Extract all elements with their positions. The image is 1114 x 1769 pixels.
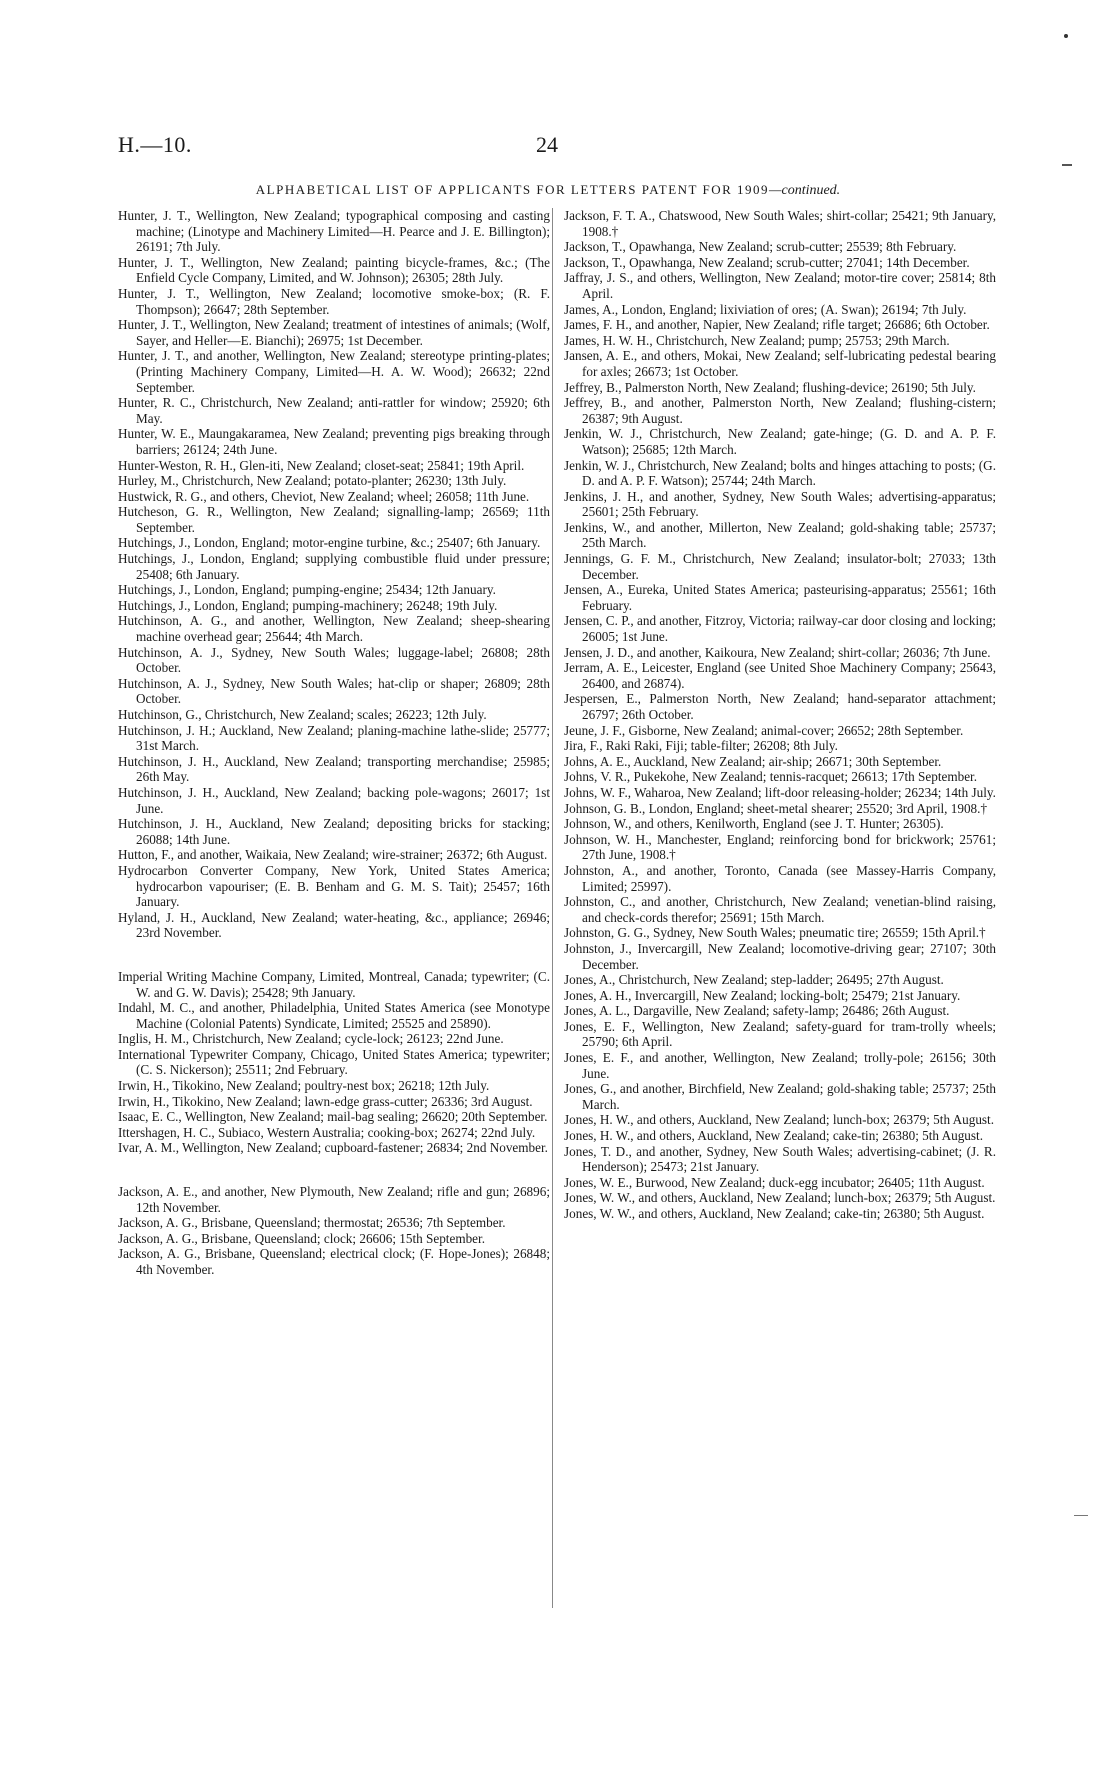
applicant-entry: Jenkins, W., and another, Millerton, New Zealand; gold-shaking table; 25737; 25th March. [564,519,996,551]
applicant-entry: Hutchings, J., London, England; supplying combustible fluid under pressure; 25408; 6th January. [118,551,550,582]
applicant-entry: Johnson, W., and others, Kenilworth, England (see J. T. Hunter; 26305). [564,816,944,832]
applicant-entry: Jenkin, W. J., Christchurch, New Zealand; bolts and hinges attaching to posts; (G. D. and A. P. F. Watson); 25744; 24th March. [564,457,996,489]
applicant-entry: Jones, E. F., Wellington, New Zealand; safety-guard for tram-trolly wheels; 25790; 6th April. [564,1018,996,1050]
applicant-entry: Hutchings, J., London, England; pumping-machinery; 26248; 19th July. [118,597,498,613]
applicant-entry: Johnston, A., and another, Toronto, Canada (see Massey-Harris Company, Limited; 25997). [564,862,996,894]
applicant-entry: Johnston, J., Invercargill, New Zealand; locomotive-driving gear; 27107; 30th December. [564,940,996,972]
applicant-entry: Johnson, G. B., London, England; sheet-metal shearer; 25520; 3rd April, 1908.† [564,800,988,816]
applicant-entry: Indahl, M. C., and another, Philadelphia, United States America (see Monotype Machine (Colonial Patents) Syndicate, Limited; 25525 and 25890). [118,1000,550,1031]
applicant-entry: Hutchinson, J. H.; Auckland, New Zealand; planing-machine lathe-slide; 25777; 31st March. [118,722,550,754]
applicant-entry: Isaac, E. C., Wellington, New Zealand; mail-bag sealing; 26620; 20th September. [118,1109,548,1125]
applicant-entry: Jones, A. L., Dargaville, New Zealand; safety-lamp; 26486; 26th August. [564,1003,950,1019]
applicant-entry: Hyland, J. H., Auckland, New Zealand; water-heating, &c., appliance; 26946; 23rd November. [118,909,550,941]
applicant-entry: Hunter, J. T., Wellington, New Zealand; typographical composing and casting machine; (Linotype and Machinery Limited—H. Pearce and J. E. Billington); 26191; 7th July. [118,208,550,255]
applicant-entry: International Typewriter Company, Chicago, United States America; typewriter; (C. S. Nickerson); 25511; 2nd February. [118,1046,550,1078]
applicant-entry: Jones, H. W., and others, Auckland, New Zealand; lunch-box; 26379; 5th August. [564,1112,995,1128]
applicant-entry: Jensen, J. D., and another, Kaikoura, New Zealand; shirt-collar; 26036; 7th June. [564,644,991,660]
applicant-entry: Inglis, H. M., Christchurch, New Zealand; cycle-lock; 26123; 22nd June. [118,1031,504,1047]
applicant-entry: Johns, W. F., Waharoa, New Zealand; lift-door releasing-holder; 26234; 14th July. [564,784,996,800]
applicant-entry: Jennings, G. F. M., Christchurch, New Zealand; insulator-bolt; 27033; 13th December. [564,551,996,582]
applicant-entry: Hustwick, R. G., and others, Cheviot, New Zealand; wheel; 26058; 11th June. [118,488,530,504]
heading-continued: —continued. [769,183,841,198]
applicant-entry: Jeffrey, B., and another, Palmerston North, New Zealand; flushing-cistern; 26387; 9th August. [564,395,996,426]
applicant-entry: Johns, A. E., Auckland, New Zealand; air-ship; 26671; 30th September. [564,753,942,769]
column-divider [552,208,553,1608]
applicant-entry: Jones, E. F., and another, Wellington, New Zealand; trolly-pole; 26156; 30th June. [564,1050,996,1081]
heading-title: ALPHABETICAL LIST OF APPLICANTS FOR LETTERS PATENT FOR 1909 [255,182,770,197]
applicant-entry: Jackson, A. E., and another, New Plymouth, New Zealand; rifle and gun; 26896; 12th November. [118,1184,550,1215]
applicant-entry: Jespersen, E., Palmerston North, New Zealand; hand-separator attachment; 26797; 26th October. [564,691,996,722]
applicant-entry: Hunter, J. T., Wellington, New Zealand; locomotive smoke-box; (R. F. Thompson); 26647; 28th September. [118,285,550,317]
margin-mark [1074,1515,1088,1516]
applicant-entry: Hutchinson, G., Christchurch, New Zealand; scales; 26223; 12th July. [118,707,487,722]
applicant-entry: Jira, F., Raki Raki, Fiji; table-filter; 26208; 8th July. [564,738,838,754]
applicant-entry: Jones, A., Christchurch, New Zealand; step-ladder; 26495; 27th August. [564,972,944,988]
applicant-entry: Jones, G., and another, Birchfield, New Zealand; gold-shaking table; 25737; 25th March. [564,1081,996,1112]
applicant-entry: Hutchings, J., London, England; motor-engine turbine, &c.; 25407; 6th January. [118,535,541,551]
applicant-entry: Hunter, J. T., Wellington, New Zealand; painting bicycle-frames, &c.; (The Enfield Cycle Company, Limited, and W. Johnson); 26305; 28th July. [118,254,550,286]
applicant-entry: Ivar, A. M., Wellington, New Zealand; cupboard-fastener; 26834; 2nd November. [118,1140,548,1156]
applicant-entry: Jenkin, W. J., Christchurch, New Zealand; gate-hinge; (G. D. and A. P. F. Watson); 25685; 12th March. [564,426,996,457]
document-reference: H.—10. [118,132,192,157]
applicant-entry: Hunter-Weston, R. H., Glen-iti, New Zealand; closet-seat; 25841; 19th April. [118,457,525,473]
applicant-entry: Jackson, F. T. A., Chatswood, New South Wales; shirt-collar; 25421; 9th January, 1908.† [564,208,996,239]
right-column [564,208,996,1222]
applicant-entry: Hutcheson, G. R., Wellington, New Zealand; signalling-lamp; 26569; 11th September. [118,504,550,535]
section-gap [118,1156,550,1184]
applicant-entry: Hutchinson, A. G., and another, Wellington, New Zealand; sheep-shearing machine overhead gear; 25644; 4th March. [118,613,550,645]
applicant-entry: Johnston, G. G., Sydney, New South Wales; pneumatic tire; 26559; 15th April.† [564,925,986,941]
applicant-entry: Jones, H. W., and others, Auckland, New Zealand; cake-tin; 26380; 5th August. [564,1128,983,1144]
applicant-entry: Imperial Writing Machine Company, Limited, Montreal, Canada; typewriter; (C. W. and G. W. Davis); 25428; 9th January. [118,968,550,1000]
applicant-entry: Johnston, C., and another, Christchurch, New Zealand; venetian-blind raising, and check-cords therefor; 25691; 15th March. [564,894,996,925]
applicant-entry: Jackson, T., Opawhanga, New Zealand; scrub-cutter; 25539; 8th February. [564,239,957,255]
applicant-entry: Jerram, A. E., Leicester, England (see United Shoe Machinery Company; 25643, 26400, and 26874). [564,660,996,691]
applicant-entry: Jansen, A. E., and others, Mokai, New Zealand; self-lubricating pedestal bearing for axles; 26673; 1st October. [564,348,996,379]
applicant-entry: Johnson, W. H., Manchester, England; reinforcing bond for brickwork; 25761; 27th June, 1908.† [564,831,996,863]
applicant-entry: Hutchinson, J. H., Auckland, New Zealand; transporting merchandise; 25985; 26th May. [118,753,550,785]
applicant-entry: James, H. W. H., Christchurch, New Zealand; pump; 25753; 29th March. [564,332,950,348]
applicant-entry: Jackson, A. G., Brisbane, Queensland; thermostat; 26536; 7th September. [118,1215,506,1231]
applicant-entry: Jensen, A., Eureka, United States America; pasteurising-apparatus; 25561; 16th February. [564,582,996,613]
page-number: 24 [536,132,558,157]
applicant-entry: Ittershagen, H. C., Subiaco, Western Australia; cooking-box; 26274; 22nd July. [118,1124,536,1140]
applicant-entry: Hunter, R. C., Christchurch, New Zealand; anti-rattler for window; 25920; 6th May. [118,395,550,426]
applicant-entry: Hutchinson, J. H., Auckland, New Zealand; depositing bricks for stacking; 26088; 14th June. [118,816,550,847]
applicant-entry: Hydrocarbon Converter Company, New York, United States America; hydrocarbon vapouriser; (E. B. Benham and G. M. S. Tait); 25457; 16th January. [118,862,550,910]
applicant-entry: Hunter, W. E., Maungakaramea, New Zealand; preventing pigs breaking through barriers; 26124; 24th June. [118,426,550,457]
applicant-entry: James, F. H., and another, Napier, New Zealand; rifle target; 26686; 6th October. [564,317,990,333]
applicant-entry: Hutchinson, A. J., Sydney, New South Wales; luggage-label; 26808; 28th October. [118,644,550,676]
applicant-entry: Irwin, H., Tikokino, New Zealand; poultry-nest box; 26218; 12th July. [118,1078,490,1094]
applicant-entry: Jones, A. H., Invercargill, New Zealand; locking-bolt; 25479; 21st January. [564,987,961,1003]
applicant-entry: Hutchinson, J. H., Auckland, New Zealand; backing pole-wagons; 26017; 1st June. [118,784,550,816]
applicant-entry: Jeffrey, B., Palmerston North, New Zealand; flushing-device; 26190; 5th July. [564,379,976,395]
section-gap [118,941,550,969]
applicant-entry: Jones, W. W., and others, Auckland, New Zealand; lunch-box; 26379; 5th August. [564,1190,996,1206]
margin-mark [1062,164,1072,166]
margin-dot [1064,34,1068,38]
applicant-entry: Hunter, J. T., Wellington, New Zealand; treatment of intestines of animals; (Wolf, Sayer, and Heller—E. Bianchi); 26975; 1st December. [118,317,550,348]
applicant-entry: Jones, T. D., and another, Sydney, New South Wales; advertising-cabinet; (J. R. Henderson); 25473; 21st January. [564,1143,996,1175]
applicant-entry: Jensen, C. P., and another, Fitzroy, Victoria; railway-car door closing and locking; 26005; 1st June. [564,613,996,645]
applicant-entry: James, A., London, England; lixiviation of ores; (A. Swan); 26194; 7th July. [564,301,967,317]
applicant-entry: Irwin, H., Tikokino, New Zealand; lawn-edge grass-cutter; 26336; 3rd August. [118,1093,533,1109]
applicant-entry: Johns, V. R., Pukekohe, New Zealand; tennis-racquet; 26613; 17th September. [564,769,978,785]
applicant-entry: Jackson, A. G., Brisbane, Queensland; clock; 26606; 15th September. [118,1230,485,1246]
applicant-entry: Jaffray, J. S., and others, Wellington, New Zealand; motor-tire cover; 25814; 8th April. [564,270,996,301]
applicant-entry: Jenkins, J. H., and another, Sydney, New South Wales; advertising-apparatus; 25601; 25th February. [564,488,996,520]
applicant-entry: Jeune, J. F., Gisborne, New Zealand; animal-cover; 26652; 28th September. [564,722,964,738]
applicant-entry: Hutchinson, A. J., Sydney, New South Wales; hat-clip or shaper; 26809; 28th October. [118,675,550,707]
applicant-entry: Hutchings, J., London, England; pumping-engine; 25434; 12th January. [118,582,496,598]
applicant-entry: Jones, W. E., Burwood, New Zealand; duck-egg incubator; 26405; 11th August. [564,1174,985,1190]
applicant-entry: Hunter, J. T., and another, Wellington, New Zealand; stereotype printing-plates; (Printing Machinery Company, Limited—H. A. W. Wood); 26632; 22nd September. [118,348,550,395]
applicant-entry: Jackson, A. G., Brisbane, Queensland; electrical clock; (F. Hope-Jones); 26848; 4th November. [118,1246,550,1277]
page-heading [118,182,978,199]
applicant-entry: Jones, W. W., and others, Auckland, New Zealand; cake-tin; 26380; 5th August. [564,1206,985,1221]
applicant-entry: Hutton, F., and another, Waikaia, New Zealand; wire-strainer; 26372; 6th August. [118,847,548,863]
applicant-entry: Hurley, M., Christchurch, New Zealand; potato-planter; 26230; 13th July. [118,473,507,489]
left-column [118,208,550,1278]
applicant-entry: Jackson, T., Opawhanga, New Zealand; scrub-cutter; 27041; 14th December. [564,254,970,270]
